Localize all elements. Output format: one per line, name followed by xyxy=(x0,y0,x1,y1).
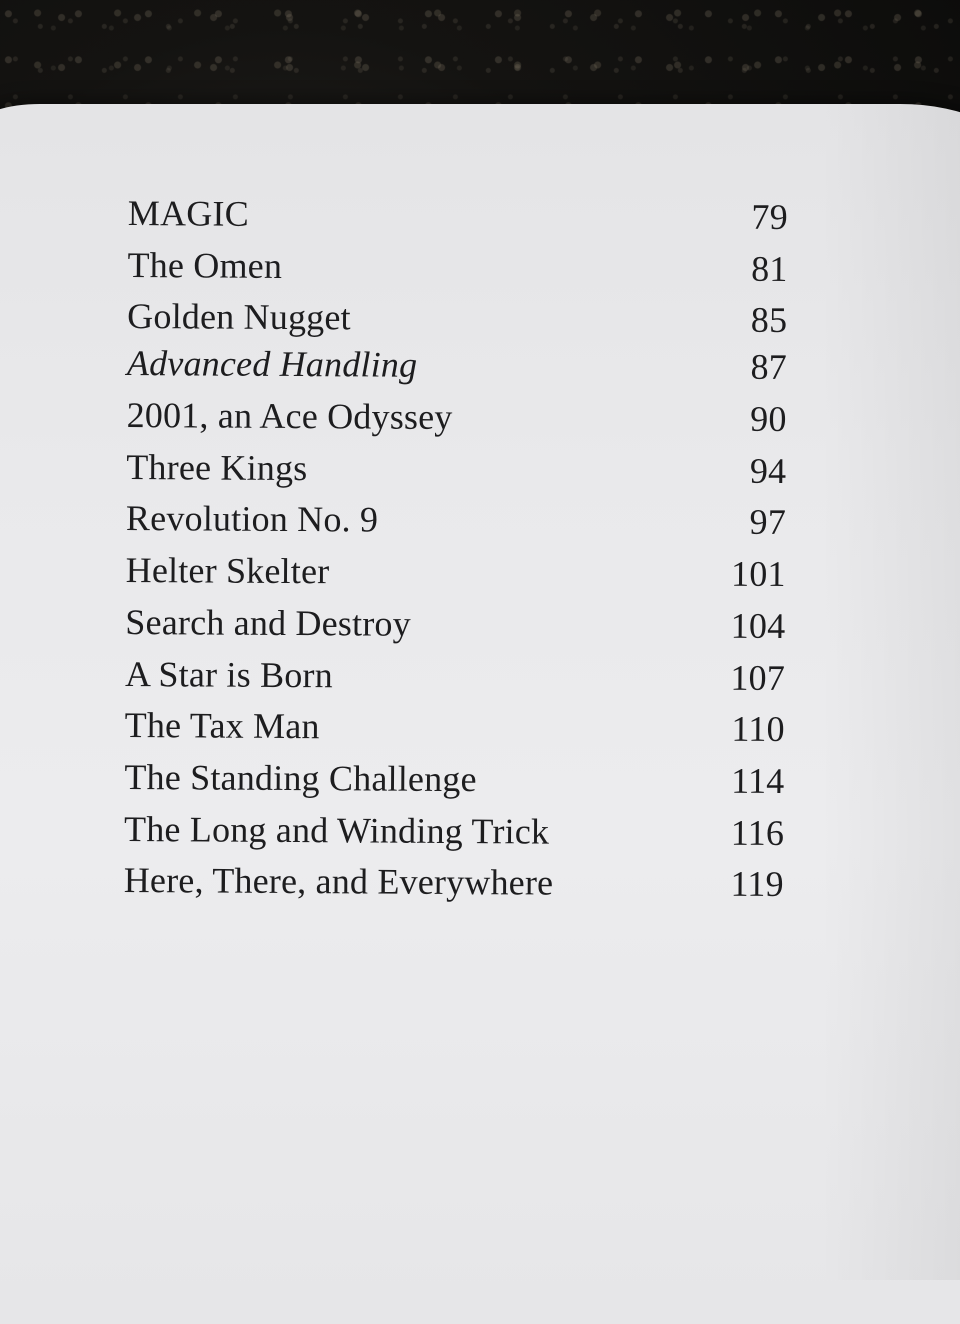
toc-entry-title: 2001, an Ace Odyssey xyxy=(126,395,453,438)
toc-entry-page: 94 xyxy=(749,450,787,491)
toc-entry-page: 114 xyxy=(731,760,785,801)
toc-entry-title: Helter Skelter xyxy=(125,550,330,592)
toc-entry xyxy=(126,497,786,553)
toc-entry-page: 97 xyxy=(749,502,787,543)
toc-entry-page: 119 xyxy=(730,863,784,905)
toc-entry xyxy=(127,295,787,346)
toc-entry xyxy=(126,446,786,502)
toc-entry xyxy=(124,756,784,812)
toc-entry-title: Advanced Handling xyxy=(126,343,418,386)
toc-entry xyxy=(125,652,785,708)
toc-entry-title: MAGIC xyxy=(127,192,250,234)
toc-entry-page: 107 xyxy=(730,657,786,698)
toc-entry-title: The Long and Winding Trick xyxy=(123,808,550,852)
toc-entry xyxy=(127,342,787,398)
toc-entry-page: 81 xyxy=(751,248,788,289)
toc-entry-page: 79 xyxy=(751,196,788,238)
toc-entry-page: 85 xyxy=(750,300,788,341)
toc-entry xyxy=(128,192,788,248)
toc-entry xyxy=(124,808,784,864)
toc-entry-page: 104 xyxy=(730,605,786,646)
toc-entry-title: The Standing Challenge xyxy=(124,756,477,800)
toc-entry-title: Three Kings xyxy=(126,446,308,488)
toc-entry-title: Golden Nugget xyxy=(127,296,351,338)
toc-entry xyxy=(126,394,786,450)
toc-entry xyxy=(125,704,785,760)
toc-entry-title: Search and Destroy xyxy=(125,601,412,644)
table-of-contents xyxy=(124,192,788,915)
toc-entry xyxy=(127,244,787,300)
toc-entry-title: Here, There, and Everywhere xyxy=(123,860,554,903)
toc-entry-page: 87 xyxy=(750,347,788,388)
toc-entry-page: 101 xyxy=(730,553,786,595)
toc-entry xyxy=(125,601,785,657)
toc-entry-page: 110 xyxy=(731,708,785,750)
toc-entry-title: The Tax Man xyxy=(124,705,320,747)
toc-entry xyxy=(126,549,786,605)
toc-entry-page: 116 xyxy=(730,812,785,853)
toc-entry-title: A Star is Born xyxy=(124,653,334,695)
toc-entry-page: 90 xyxy=(750,398,787,440)
toc-entry xyxy=(124,859,784,915)
toc-entry-title: The Omen xyxy=(127,244,283,286)
toc-entry-title: Revolution No. 9 xyxy=(125,498,379,540)
